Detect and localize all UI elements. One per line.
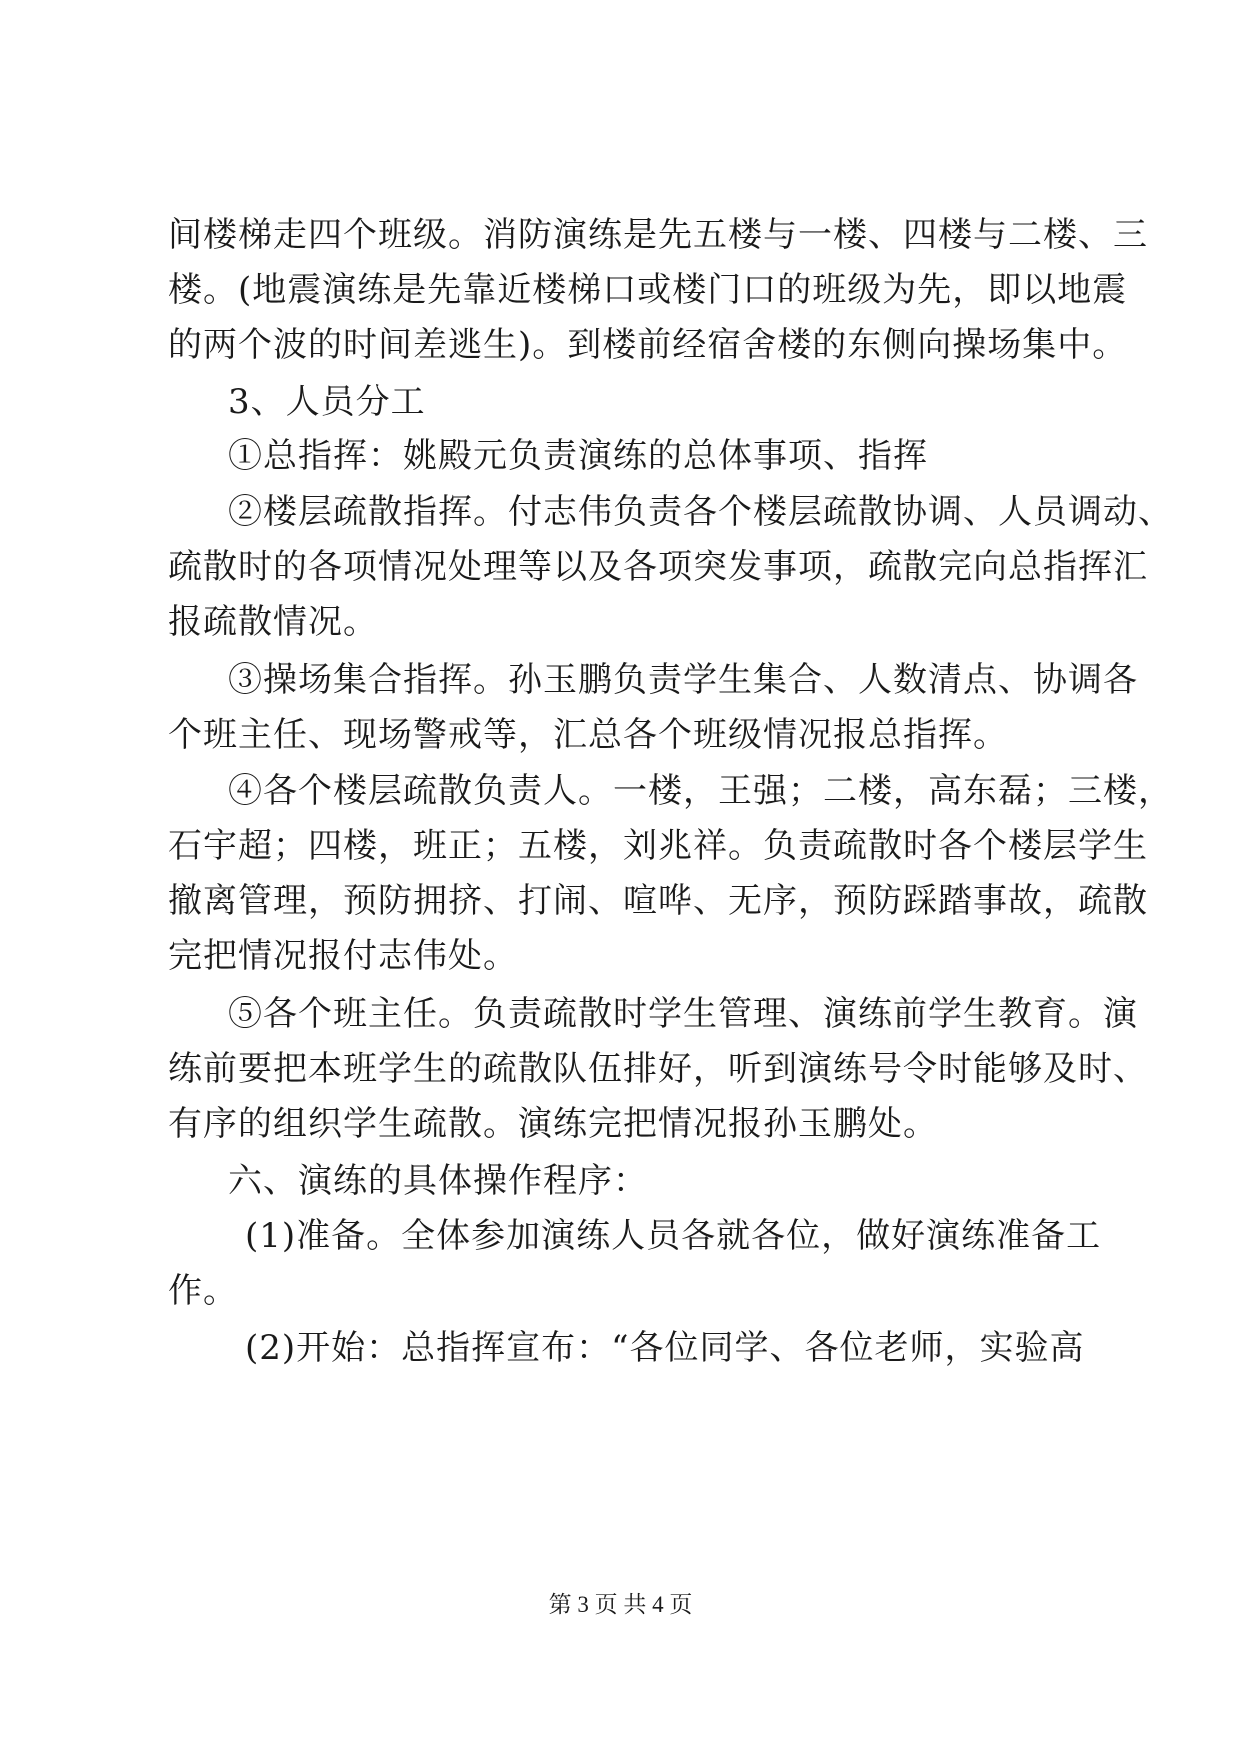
text-line: ④各个楼层疏散负责人。一楼，王强；二楼，高东磊；三楼， bbox=[228, 771, 1173, 811]
text-line: 完把情况报付志伟处。 bbox=[168, 936, 518, 976]
text-line: 石宇超；四楼，班正；五楼，刘兆祥。负责疏散时各个楼层学生 bbox=[168, 826, 1148, 866]
text-line: 撤离管理，预防拥挤、打闹、喧哗、无序，预防踩踏事故，疏散 bbox=[168, 881, 1148, 921]
text-line: 疏散时的各项情况处理等以及各项突发事项，疏散完向总指挥汇 bbox=[168, 547, 1148, 587]
text-line: 个班主任、现场警戒等，汇总各个班级情况报总指挥。 bbox=[168, 715, 1008, 755]
text-line: 作。 bbox=[168, 1271, 238, 1311]
text-line: 报疏散情况。 bbox=[168, 602, 378, 642]
text-line: 练前要把本班学生的疏散队伍排好，听到演练号令时能够及时、 bbox=[168, 1049, 1148, 1089]
text-line: ②楼层疏散指挥。付志伟负责各个楼层疏散协调、人员调动、 bbox=[228, 492, 1173, 532]
text-line: 有序的组织学生疏散。演练完把情况报孙玉鹏处。 bbox=[168, 1104, 938, 1144]
text-line: ①总指挥：姚殿元负责演练的总体事项、指挥 bbox=[228, 436, 928, 476]
text-line: ⑤各个班主任。负责疏散时学生管理、演练前学生教育。演 bbox=[228, 994, 1138, 1034]
text-line: (2)开始：总指挥宣布：“各位同学、各位老师，实验高 bbox=[245, 1328, 1085, 1368]
section-heading: 3、人员分工 bbox=[228, 382, 426, 422]
text-line: 间楼梯走四个班级。消防演练是先五楼与一楼、四楼与二楼、三 bbox=[168, 215, 1148, 255]
text-line: 楼。(地震演练是先靠近楼梯口或楼门口的班级为先，即以地震 bbox=[168, 270, 1128, 310]
text-line: 的两个波的时间差逃生)。到楼前经宿舍楼的东侧向操场集中。 bbox=[168, 325, 1128, 365]
text-line: (1)准备。全体参加演练人员各就各位，做好演练准备工 bbox=[245, 1216, 1102, 1256]
text-line: ③操场集合指挥。孙玉鹏负责学生集合、人数清点、协调各 bbox=[228, 660, 1138, 700]
section-heading: 六、演练的具体操作程序： bbox=[228, 1161, 648, 1201]
page-number-footer: 第 3 页 共 4 页 bbox=[548, 1592, 693, 1617]
